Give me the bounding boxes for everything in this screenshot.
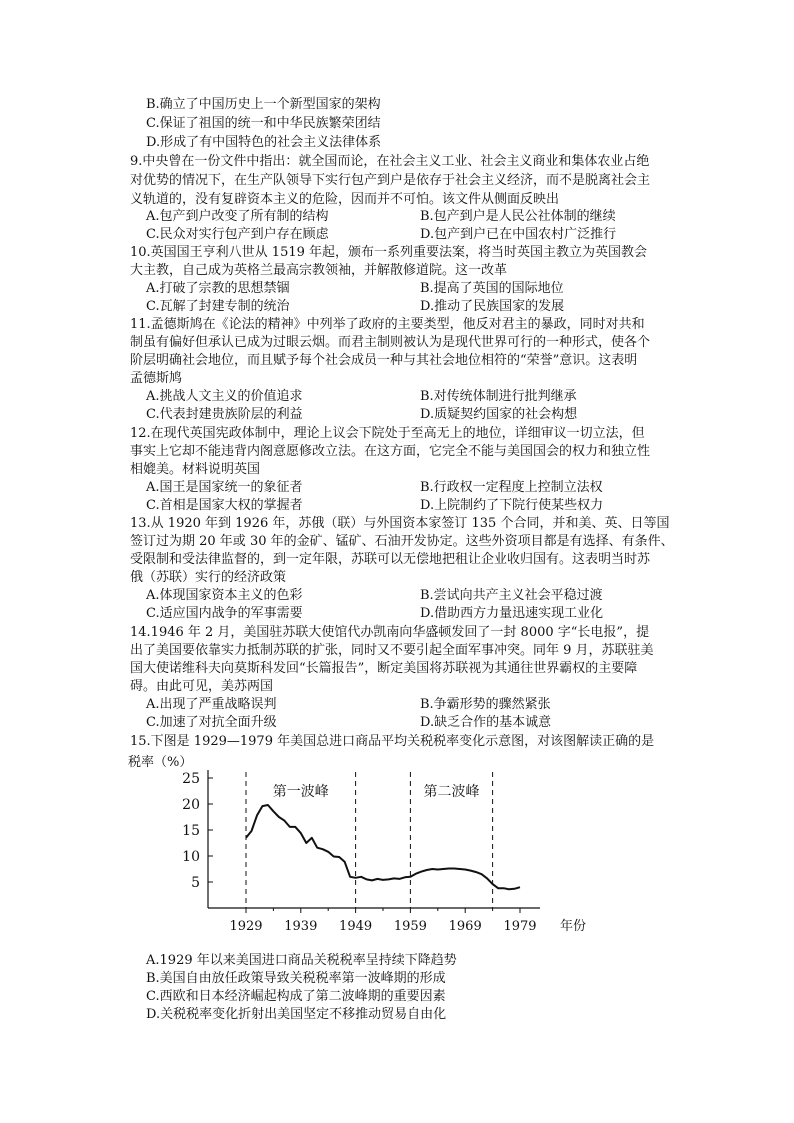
q9-option-a: A.包产到户改变了所有制的结构 bbox=[146, 209, 329, 224]
annotation-first-peak: 第一波峰 bbox=[272, 784, 329, 800]
q10-stem-line: 大主教，自己成为英格兰最高宗教领袖，并解散修道院。这一改革 bbox=[130, 263, 508, 278]
q12-option-c: C.首相是国家大权的掌握者 bbox=[146, 498, 303, 513]
y-axis-label: 税率（%） bbox=[128, 755, 193, 770]
series-line-tariff-rate bbox=[246, 805, 520, 889]
q10-option-b: B.提高了英国的国际地位 bbox=[420, 281, 564, 296]
q15-option-b: B.美国自由放任政策导致关税税率第一波峰期的形成 bbox=[146, 971, 446, 986]
prev-option-c: C.保证了祖国的统一和中华民族繁荣团结 bbox=[146, 116, 381, 131]
prev-option-d: D.形成了有中国特色的社会主义法律体系 bbox=[146, 135, 382, 150]
q13-option-c: C.适应国内战争的军事需要 bbox=[146, 606, 303, 621]
q13-option-a: A.体现国家资本主义的色彩 bbox=[146, 588, 303, 603]
q9-option-b: B.包产到户是人民公社体制的继续 bbox=[420, 209, 616, 224]
q11-option-a: A.挑战人文主义的价值追求 bbox=[146, 389, 303, 404]
q11-stem-line: 11.孟德斯鸠在《论法的精神》中列举了政府的主要类型，他反对君主的暴政，同时对共和 bbox=[130, 317, 645, 332]
q9-option-c: C.民众对实行包产到户存在顾虑 bbox=[146, 227, 329, 242]
q15-option-c: C.西欧和日本经济崛起构成了第二波峰期的重要因素 bbox=[146, 989, 446, 1004]
y-tick-label: 15 bbox=[182, 823, 200, 839]
q10-option-d: D.推动了民族国家的发展 bbox=[420, 299, 565, 314]
x-tick-label: 1949 bbox=[339, 919, 373, 934]
q11-stem-line: 孟德斯鸠 bbox=[130, 371, 183, 386]
q13-stem-line: 俄（苏联）实行的经济政策 bbox=[130, 570, 287, 585]
q14-stem-line: 碍。由此可见，美苏两国 bbox=[130, 679, 274, 694]
y-tick-label: 10 bbox=[182, 849, 200, 865]
q13-stem-line: 受限制和受法律监督的，到一定年限，苏联可以无偿地把租让企业收归国有。这表明当时苏 bbox=[130, 552, 651, 567]
q11-stem-line: 阶层明确社会地位，而且赋予每个社会成员一种与其社会地位相符的“荣誉”意识。这表明 bbox=[130, 353, 638, 368]
x-tick-label: 1979 bbox=[503, 919, 537, 934]
q11-option-c: C.代表封建贵族阶层的利益 bbox=[146, 407, 303, 422]
q11-stem-line: 制虽有偏好但承认已成为过眼云烟。而君主制则被认为是现代世界可行的一种形式，使各个 bbox=[130, 335, 651, 350]
q13-option-b: B.尝试向共产主义社会平稳过渡 bbox=[420, 588, 603, 603]
y-tick-label: 5 bbox=[191, 875, 200, 891]
tariff-rate-chart bbox=[128, 752, 628, 932]
x-tick-label: 1939 bbox=[284, 919, 318, 934]
x-tick-label: 1969 bbox=[448, 919, 482, 934]
q12-stem-line: 相媲美。材料说明英国 bbox=[130, 462, 261, 477]
x-tick-label: 1929 bbox=[229, 919, 263, 934]
q15-option-a: A.1929 年以来美国进口商品关税税率呈持续下降趋势 bbox=[146, 953, 457, 968]
q9-option-d: D.包产到户已在中国农村广泛推行 bbox=[420, 227, 617, 242]
q10-option-a: A.打破了宗教的思想禁锢 bbox=[146, 281, 290, 296]
y-tick-label: 20 bbox=[182, 797, 200, 813]
q14-option-c: C.加速了对抗全面升级 bbox=[146, 715, 277, 730]
q12-option-b: B.行政权一定程度上控制立法权 bbox=[420, 480, 603, 495]
q14-option-a: A.出现了严重战略误判 bbox=[146, 697, 277, 712]
q10-stem-line: 10.英国国王亨利八世从 1519 年起，颁布一系列重要法案，将当时英国主教立为英国教会 bbox=[130, 245, 648, 260]
q14-option-b: B.争霸形势的骤然紧张 bbox=[420, 697, 551, 712]
q13-stem-line: 签订过为期 20 年或 30 年的金矿、锰矿、石油开发协定。这些外资项目都是有选择、有条件、 bbox=[130, 534, 674, 549]
q14-stem-line: 出了美国要依靠实力抵制苏联的扩张，同时又不要引起全面军事冲突。同年 9 月，苏联驻美 bbox=[130, 643, 654, 658]
q14-option-d: D.缺乏合作的基本诚意 bbox=[420, 715, 552, 730]
q12-stem-line: 12.在现代英国宪政体制中，理论上议会下院处于至高无上的地位，详细审议一切立法，但 bbox=[130, 426, 645, 441]
q15-option-d: D.关税税率变化折射出美国坚定不移推动贸易自由化 bbox=[146, 1007, 447, 1022]
q14-stem-line: 国大使诺维科夫向莫斯科发回“长篇报告”，断定美国将苏联视为其通往世界霸权的主要障 bbox=[130, 661, 638, 676]
q10-option-c: C.瓦解了封建专制的统治 bbox=[146, 299, 290, 314]
q12-option-a: A.国王是国家统一的象征者 bbox=[146, 480, 303, 495]
q13-stem-line: 13.从 1920 年到 1926 年，苏俄（联）与外国资本家签订 135 个合同，并和美、英、日等国 bbox=[130, 516, 670, 531]
q9-stem-line: 义轨道的，没有复辟资本主义的危险，因而并不可怕。该文件从侧面反映出 bbox=[130, 192, 560, 207]
q11-option-d: D.质疑契约国家的社会构想 bbox=[420, 407, 578, 422]
q13-option-d: D.借助西方力量迅速实现工业化 bbox=[420, 606, 604, 621]
x-axis-label: 年份 bbox=[560, 919, 587, 934]
q14-stem-line: 14.1946 年 2 月，美国驻苏联大使馆代办凯南向华盛顿发回了一封 8000 字“长电报”，提 bbox=[130, 625, 650, 640]
prev-option-b: B.确立了中国历史上一个新型国家的架构 bbox=[146, 97, 381, 112]
y-tick-label: 25 bbox=[182, 771, 200, 787]
q11-option-b: B.对传统体制进行批判继承 bbox=[420, 389, 577, 404]
q15-stem-line: 15.下图是 1929—1979 年美国总进口商品平均关税税率变化示意图，对该图解读正确的是 bbox=[130, 734, 655, 749]
chart-svg bbox=[128, 752, 628, 932]
x-tick-label: 1959 bbox=[393, 919, 427, 934]
annotation-second-peak: 第二波峰 bbox=[423, 784, 480, 800]
q12-option-d: D.上院制约了下院行使某些权力 bbox=[420, 498, 604, 513]
q9-stem-line: 对优势的情况下，在生产队领导下实行包产到户是依存于社会主义经济，而不是脱离社会主 bbox=[130, 173, 651, 188]
q9-stem-line: 9.中央曾在一份文件中指出：就全国而论，在社会主义工业、社会主义商业和集体农业占绝 bbox=[130, 154, 650, 169]
q12-stem-line: 事实上它却不能违背内阁意愿修改立法。在这方面，它完全不能与美国国会的权力和独立性 bbox=[130, 444, 651, 459]
